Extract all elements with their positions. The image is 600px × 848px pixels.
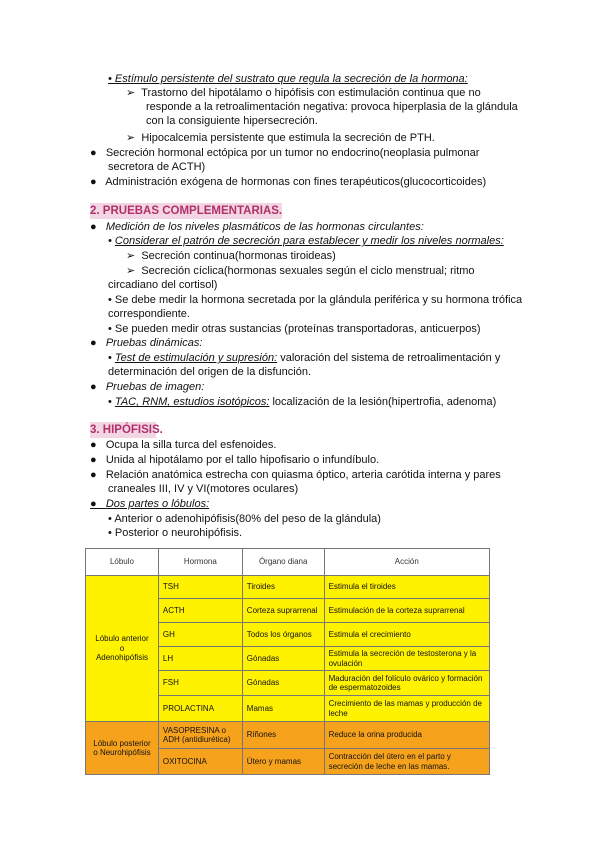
cell-accion: Contracción del útero en el parto y secreción de leche en las mamas. bbox=[324, 749, 489, 775]
bullet-item: ● Pruebas dinámicas: bbox=[90, 337, 203, 349]
sub-item: ➢ Secreción cíclica(hormonas sexuales según el ciclo menstrual; ritmo bbox=[126, 265, 475, 277]
cell-accion: Reduce la orina producida bbox=[324, 722, 489, 749]
sub-item: ➢ Hipocalcemia persistente que estimula la secreción de PTH. bbox=[126, 132, 435, 144]
bullet-item: ● Ocupa la silla turca del esfenoides. bbox=[90, 439, 277, 451]
bullet-item: ● Dos partes o lóbulos: bbox=[90, 498, 210, 510]
cell-hormona: FSH bbox=[158, 671, 242, 696]
cell-hormona: PROLACTINA bbox=[158, 696, 242, 722]
cell-accion: Estimula el crecimiento bbox=[324, 623, 489, 647]
sub-heading: • Considerar el patrón de secreción para establecer y medir los niveles normales: bbox=[108, 235, 504, 247]
cell-accion: Estimula el tiroides bbox=[324, 576, 489, 599]
sub-item-cont: con la consiguiente hipersecreción. bbox=[146, 115, 318, 127]
cell-accion: Crecimiento de las mamas y producción de leche bbox=[324, 696, 489, 722]
cell-hormona: OXITOCINA bbox=[158, 749, 242, 775]
cell-organo: Todos los órganos bbox=[242, 623, 324, 647]
cell-organo: Corteza suprarrenal bbox=[242, 599, 324, 623]
sub-item: ➢ Secreción continua(hormonas tiroideas) bbox=[126, 250, 336, 262]
header-hormona: Hormona bbox=[158, 549, 242, 576]
header-organo: Órgano diana bbox=[242, 549, 324, 576]
sub-item-cont: circadiano del cortisol) bbox=[108, 279, 218, 291]
section-title: 3. HIPÓFISIS. bbox=[90, 424, 163, 436]
cell-hormona: ACTH bbox=[158, 599, 242, 623]
dot-item: • Se debe medir la hormona secretada por la glándula periférica y su hormona trófica bbox=[108, 294, 523, 306]
bullet-item: ● Administración exógena de hormonas con fines terapéuticos(glucocorticoides) bbox=[90, 176, 487, 188]
cell-organo: Mamas bbox=[242, 696, 324, 722]
dot-item: • Se pueden medir otras sustancias (proteínas transportadoras, anticuerpos) bbox=[108, 323, 481, 335]
dot-item: • Test de estimulación y supresión: valoración del sistema de retroalimentación y bbox=[108, 352, 501, 364]
dot-item-cont: correspondiente. bbox=[108, 308, 190, 320]
cell-organo: Tiroides bbox=[242, 576, 324, 599]
cell-hormona: TSH bbox=[158, 576, 242, 599]
intro-heading: • Estímulo persistente del sustrato que regula la secreción de la hormona: bbox=[108, 73, 468, 85]
header-lobulo: Lóbulo bbox=[86, 549, 159, 576]
bullet-item: ● Unida al hipotálamo por el tallo hipofisario o infundíbulo. bbox=[90, 454, 380, 466]
bullet-item: ● Relación anatómica estrecha con quiasma óptico, arteria carótida interna y pares bbox=[90, 469, 501, 481]
cell-accion: Estimula la secreción de testosterona y la ovulación bbox=[324, 647, 489, 671]
header-accion: Acción bbox=[324, 549, 489, 576]
bullet-item: ● Pruebas de imagen: bbox=[90, 381, 205, 393]
cell-organo: Gónadas bbox=[242, 647, 324, 671]
cell-hormona: GH bbox=[158, 623, 242, 647]
bullet-item: ● Medición de los niveles plasmáticos de las hormonas circulantes: bbox=[90, 221, 424, 233]
dot-item-cont: determinación del origen de la disfunción. bbox=[108, 366, 312, 378]
hormone-table bbox=[85, 548, 490, 775]
cell-organo: Gónadas bbox=[242, 671, 324, 696]
cell-organo: Útero y mamas bbox=[242, 749, 324, 775]
table-row bbox=[86, 722, 490, 749]
sub-item-cont: responde a la retroalimentación negativa: provoca hiperplasia de la glándula bbox=[146, 101, 518, 113]
cell-hormona: LH bbox=[158, 647, 242, 671]
lobe-anterior: Lóbulo anterior o Adenohipófisis bbox=[86, 576, 159, 722]
dot-item: • Anterior o adenohipófisis(80% del peso de la glándula) bbox=[108, 513, 381, 525]
bullet-item-cont: craneales III, IV y VI(motores oculares) bbox=[108, 483, 299, 495]
cell-organo: Riñones bbox=[242, 722, 324, 749]
lobe-posterior: Lóbulo posterior o Neurohipófisis bbox=[86, 722, 159, 775]
bullet-item: ● Secreción hormonal ectópica por un tumor no endocrino(neoplasia pulmonar bbox=[90, 147, 480, 159]
section-title: 2. PRUEBAS COMPLEMENTARIAS. bbox=[90, 205, 283, 217]
bullet-item-cont: secretora de ACTH) bbox=[108, 161, 206, 173]
dot-item: • Posterior o neurohipófisis. bbox=[108, 527, 243, 539]
table-row bbox=[86, 576, 490, 599]
sub-item: ➢ Trastorno del hipotálamo o hipófisis con estimulación continua que no bbox=[126, 87, 481, 99]
dot-item: • TAC, RNM, estudios isotópicos: localización de la lesión(hipertrofia, adenoma) bbox=[108, 396, 497, 408]
cell-hormona: VASOPRESINA o ADH (antidiurética) bbox=[158, 722, 242, 749]
table-header-row bbox=[86, 549, 490, 576]
cell-accion: Maduración del folículo ovárico y formación de espermatozoides bbox=[324, 671, 489, 696]
cell-accion: Estimulación de la corteza suprarrenal bbox=[324, 599, 489, 623]
